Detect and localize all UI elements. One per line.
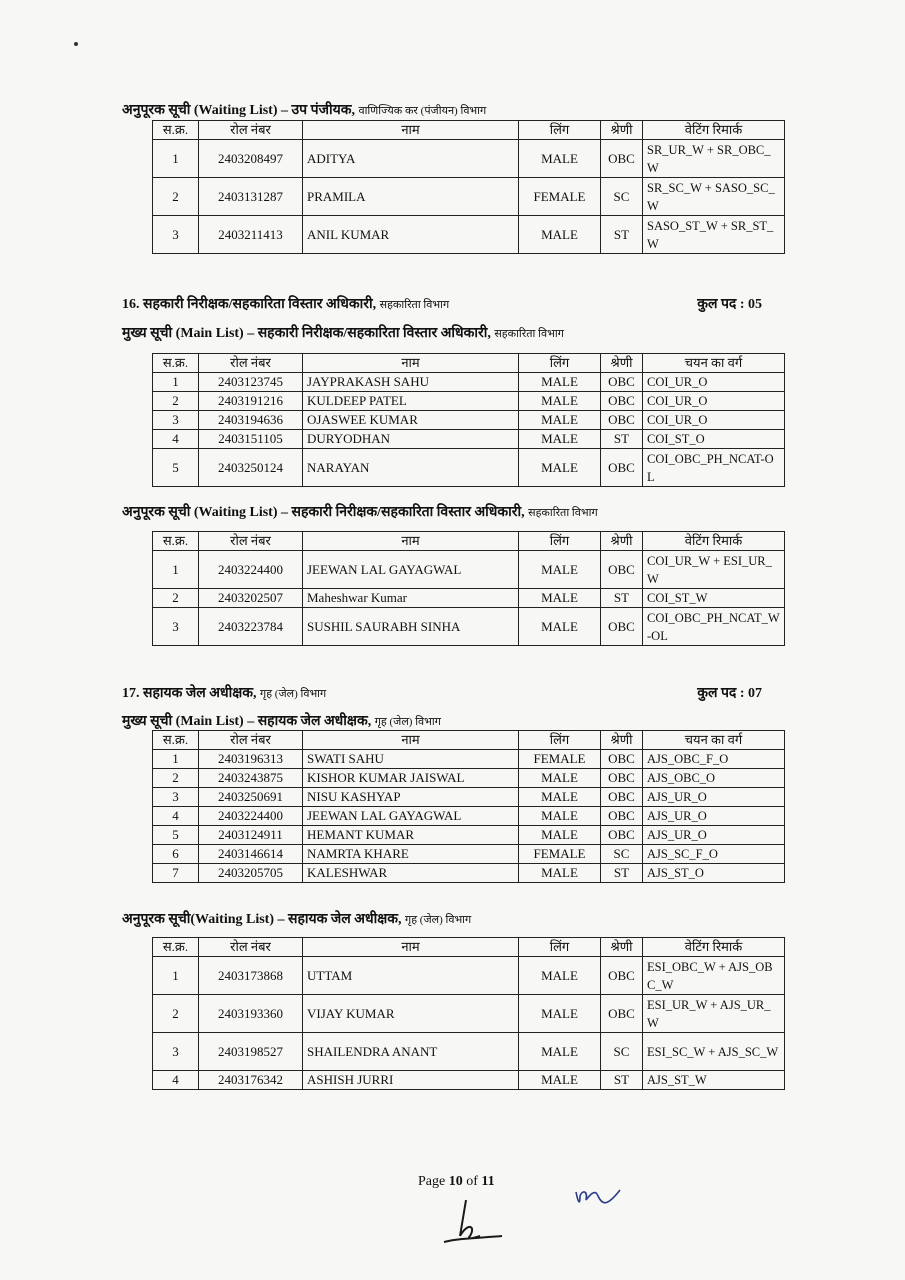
- gender-cell: MALE: [519, 589, 601, 608]
- remark-cell: COI_ST_W: [643, 589, 785, 608]
- roll-number-cell: 2403224400: [199, 807, 303, 826]
- roll-number-cell: 2403146614: [199, 845, 303, 864]
- gender-cell: MALE: [519, 551, 601, 589]
- column-header: नाम: [303, 938, 519, 957]
- serial-cell: 4: [153, 807, 199, 826]
- serial-cell: 3: [153, 608, 199, 646]
- main-list-heading: मुख्य सूची (Main List) – सहकारी निरीक्षक/सहकारिता विस्तार अधिकारी, सहकारिता विभाग: [122, 326, 564, 341]
- roll-number-cell: 2403124911: [199, 826, 303, 845]
- remark-cell: COI_ST_O: [643, 430, 785, 449]
- gender-cell: FEMALE: [519, 845, 601, 864]
- gender-cell: MALE: [519, 449, 601, 487]
- column-header: श्रेणी: [601, 731, 643, 750]
- table-row: [153, 178, 785, 216]
- category-cell: SC: [601, 1033, 643, 1071]
- column-header: नाम: [303, 731, 519, 750]
- remark-cell: AJS_ST_O: [643, 864, 785, 883]
- total-posts: कुल पद : 05: [697, 297, 762, 312]
- serial-cell: 2: [153, 178, 199, 216]
- name-cell: DURYODHAN: [303, 430, 519, 449]
- remark-cell: SR_SC_W + SASO_SC_W: [643, 178, 785, 216]
- gender-cell: MALE: [519, 1071, 601, 1090]
- roll-number-cell: 2403208497: [199, 140, 303, 178]
- roll-number-cell: 2403123745: [199, 373, 303, 392]
- name-cell: SHAILENDRA ANANT: [303, 1033, 519, 1071]
- category-cell: OBC: [601, 769, 643, 788]
- serial-cell: 4: [153, 430, 199, 449]
- remark-cell: COI_UR_O: [643, 392, 785, 411]
- category-cell: SC: [601, 178, 643, 216]
- gender-cell: MALE: [519, 957, 601, 995]
- column-header: वेटिंग रिमार्क: [643, 121, 785, 140]
- column-header: स.क्र.: [153, 354, 199, 373]
- remark-cell: COI_UR_O: [643, 373, 785, 392]
- name-cell: Maheshwar Kumar: [303, 589, 519, 608]
- remark-cell: ESI_UR_W + AJS_UR_W: [643, 995, 785, 1033]
- table-header-row: [153, 354, 785, 373]
- column-header: रोल नंबर: [199, 354, 303, 373]
- column-header: श्रेणी: [601, 121, 643, 140]
- name-cell: NARAYAN: [303, 449, 519, 487]
- remark-cell: AJS_OBC_F_O: [643, 750, 785, 769]
- table-row: [153, 411, 785, 430]
- table-row: [153, 864, 785, 883]
- table-header-row: [153, 938, 785, 957]
- roll-number-cell: 2403224400: [199, 551, 303, 589]
- gender-cell: FEMALE: [519, 750, 601, 769]
- waiting-list-table: [152, 531, 785, 646]
- category-cell: ST: [601, 216, 643, 254]
- table-row: [153, 1071, 785, 1090]
- column-header: रोल नंबर: [199, 938, 303, 957]
- category-cell: OBC: [601, 995, 643, 1033]
- column-header: स.क्र.: [153, 731, 199, 750]
- serial-cell: 6: [153, 845, 199, 864]
- table-header-row: [153, 532, 785, 551]
- serial-cell: 3: [153, 411, 199, 430]
- gender-cell: MALE: [519, 392, 601, 411]
- main-list-heading: मुख्य सूची (Main List) – सहायक जेल अधीक्षक, गृह (जेल) विभाग: [122, 714, 441, 729]
- serial-cell: 1: [153, 140, 199, 178]
- column-header: लिंग: [519, 938, 601, 957]
- column-header: रोल नंबर: [199, 731, 303, 750]
- roll-number-cell: 2403250124: [199, 449, 303, 487]
- column-header: लिंग: [519, 532, 601, 551]
- name-cell: JAYPRAKASH SAHU: [303, 373, 519, 392]
- section-17-heading: 17. सहायक जेल अधीक्षक, गृह (जेल) विभाग कुल पद : 07: [122, 683, 762, 702]
- remark-cell: AJS_OBC_O: [643, 769, 785, 788]
- gender-cell: MALE: [519, 995, 601, 1033]
- category-cell: ST: [601, 430, 643, 449]
- serial-cell: 2: [153, 392, 199, 411]
- category-cell: OBC: [601, 551, 643, 589]
- category-cell: OBC: [601, 140, 643, 178]
- initials: [572, 1182, 632, 1222]
- name-cell: SUSHIL SAURABH SINHA: [303, 608, 519, 646]
- column-header: स.क्र.: [153, 532, 199, 551]
- remark-cell: SASO_ST_W + SR_ST_W: [643, 216, 785, 254]
- gender-cell: MALE: [519, 864, 601, 883]
- serial-cell: 1: [153, 373, 199, 392]
- gender-cell: MALE: [519, 216, 601, 254]
- column-header: लिंग: [519, 121, 601, 140]
- column-header: श्रेणी: [601, 532, 643, 551]
- category-cell: OBC: [601, 826, 643, 845]
- gender-cell: FEMALE: [519, 178, 601, 216]
- page-number: Page 10 of 11: [418, 1174, 495, 1189]
- serial-cell: 2: [153, 995, 199, 1033]
- name-cell: KALESHWAR: [303, 864, 519, 883]
- gender-cell: MALE: [519, 769, 601, 788]
- category-cell: OBC: [601, 411, 643, 430]
- remark-cell: ESI_SC_W + AJS_SC_W: [643, 1033, 785, 1071]
- remark-cell: AJS_UR_O: [643, 807, 785, 826]
- signature: [440, 1192, 510, 1252]
- roll-number-cell: 2403202507: [199, 589, 303, 608]
- category-cell: ST: [601, 1071, 643, 1090]
- gender-cell: MALE: [519, 788, 601, 807]
- column-header: लिंग: [519, 354, 601, 373]
- roll-number-cell: 2403205705: [199, 864, 303, 883]
- roll-number-cell: 2403196313: [199, 750, 303, 769]
- remark-cell: COI_UR_O: [643, 411, 785, 430]
- name-cell: NISU KASHYAP: [303, 788, 519, 807]
- name-cell: PRAMILA: [303, 178, 519, 216]
- category-cell: OBC: [601, 807, 643, 826]
- column-header: नाम: [303, 532, 519, 551]
- category-cell: ST: [601, 864, 643, 883]
- category-cell: OBC: [601, 373, 643, 392]
- table-row: [153, 769, 785, 788]
- roll-number-cell: 2403151105: [199, 430, 303, 449]
- category-cell: OBC: [601, 788, 643, 807]
- roll-number-cell: 2403173868: [199, 957, 303, 995]
- roll-number-cell: 2403198527: [199, 1033, 303, 1071]
- name-cell: ANIL KUMAR: [303, 216, 519, 254]
- table-row: [153, 788, 785, 807]
- total-posts: कुल पद : 07: [697, 686, 762, 701]
- name-cell: NAMRTA KHARE: [303, 845, 519, 864]
- name-cell: JEEWAN LAL GAYAGWAL: [303, 807, 519, 826]
- remark-cell: AJS_UR_O: [643, 826, 785, 845]
- roll-number-cell: 2403191216: [199, 392, 303, 411]
- serial-cell: 1: [153, 957, 199, 995]
- column-header: वेटिंग रिमार्क: [643, 938, 785, 957]
- table-row: [153, 373, 785, 392]
- serial-cell: 7: [153, 864, 199, 883]
- waiting-list-heading: अनुपूरक सूची (Waiting List) – उप पंजीयक, वाणिज्यिक कर (पंजीयन) विभाग: [122, 103, 487, 118]
- roll-number-cell: 2403194636: [199, 411, 303, 430]
- category-cell: OBC: [601, 449, 643, 487]
- main-list-table: [152, 730, 785, 883]
- roll-number-cell: 2403223784: [199, 608, 303, 646]
- remark-cell: SR_UR_W + SR_OBC_W: [643, 140, 785, 178]
- roll-number-cell: 2403243875: [199, 769, 303, 788]
- waiting-list-table: [152, 937, 785, 1090]
- section-16-heading: 16. सहकारी निरीक्षक/सहकारिता विस्तार अधिकारी, सहकारिता विभाग कुल पद : 05: [122, 294, 762, 313]
- table-row: [153, 449, 785, 487]
- table-header-row: [153, 121, 785, 140]
- column-header: रोल नंबर: [199, 121, 303, 140]
- name-cell: KULDEEP PATEL: [303, 392, 519, 411]
- category-cell: OBC: [601, 750, 643, 769]
- table-row: [153, 392, 785, 411]
- serial-cell: 4: [153, 1071, 199, 1090]
- category-cell: OBC: [601, 392, 643, 411]
- column-header: नाम: [303, 354, 519, 373]
- column-header: श्रेणी: [601, 354, 643, 373]
- serial-cell: 1: [153, 750, 199, 769]
- gender-cell: MALE: [519, 411, 601, 430]
- column-header: श्रेणी: [601, 938, 643, 957]
- table-row: [153, 589, 785, 608]
- table-row: [153, 750, 785, 769]
- gender-cell: MALE: [519, 1033, 601, 1071]
- column-header: नाम: [303, 121, 519, 140]
- column-header: स.क्र.: [153, 938, 199, 957]
- column-header: लिंग: [519, 731, 601, 750]
- roll-number-cell: 2403211413: [199, 216, 303, 254]
- serial-cell: 2: [153, 769, 199, 788]
- table-row: [153, 826, 785, 845]
- remark-cell: COI_UR_W + ESI_UR_W: [643, 551, 785, 589]
- serial-cell: 2: [153, 589, 199, 608]
- gender-cell: MALE: [519, 608, 601, 646]
- category-cell: OBC: [601, 957, 643, 995]
- remark-cell: ESI_OBC_W + AJS_OBC_W: [643, 957, 785, 995]
- roll-number-cell: 2403176342: [199, 1071, 303, 1090]
- column-header: रोल नंबर: [199, 532, 303, 551]
- column-header: स.क्र.: [153, 121, 199, 140]
- gender-cell: MALE: [519, 807, 601, 826]
- name-cell: SWATI SAHU: [303, 750, 519, 769]
- scan-speck: [74, 42, 78, 46]
- table-header-row: [153, 731, 785, 750]
- name-cell: HEMANT KUMAR: [303, 826, 519, 845]
- table-row: [153, 807, 785, 826]
- serial-cell: 3: [153, 1033, 199, 1071]
- column-header: चयन का वर्ग: [643, 731, 785, 750]
- table-row: [153, 1033, 785, 1071]
- table-row: [153, 845, 785, 864]
- name-cell: JEEWAN LAL GAYAGWAL: [303, 551, 519, 589]
- remark-cell: AJS_UR_O: [643, 788, 785, 807]
- serial-cell: 3: [153, 788, 199, 807]
- name-cell: KISHOR KUMAR JAISWAL: [303, 769, 519, 788]
- table-row: [153, 995, 785, 1033]
- column-header: वेटिंग रिमार्क: [643, 532, 785, 551]
- remark-cell: COI_OBC_PH_NCAT-OL: [643, 449, 785, 487]
- roll-number-cell: 2403250691: [199, 788, 303, 807]
- name-cell: UTTAM: [303, 957, 519, 995]
- table-row: [153, 216, 785, 254]
- name-cell: ADITYA: [303, 140, 519, 178]
- serial-cell: 5: [153, 826, 199, 845]
- waiting-list-heading: अनुपूरक सूची (Waiting List) – सहकारी निरीक्षक/सहकारिता विस्तार अधिकारी, सहकारिता विभाग: [122, 505, 598, 520]
- waiting-list-heading: अनुपूरक सूची(Waiting List) – सहायक जेल अधीक्षक, गृह (जेल) विभाग: [122, 912, 472, 927]
- serial-cell: 5: [153, 449, 199, 487]
- serial-cell: 1: [153, 551, 199, 589]
- category-cell: SC: [601, 845, 643, 864]
- waiting-list-table: [152, 120, 785, 254]
- roll-number-cell: 2403131287: [199, 178, 303, 216]
- table-row: [153, 140, 785, 178]
- gender-cell: MALE: [519, 140, 601, 178]
- gender-cell: MALE: [519, 430, 601, 449]
- category-cell: OBC: [601, 608, 643, 646]
- name-cell: OJASWEE KUMAR: [303, 411, 519, 430]
- remark-cell: AJS_ST_W: [643, 1071, 785, 1090]
- name-cell: VIJAY KUMAR: [303, 995, 519, 1033]
- column-header: चयन का वर्ग: [643, 354, 785, 373]
- main-list-table: [152, 353, 785, 487]
- remark-cell: AJS_SC_F_O: [643, 845, 785, 864]
- name-cell: ASHISH JURRI: [303, 1071, 519, 1090]
- roll-number-cell: 2403193360: [199, 995, 303, 1033]
- category-cell: ST: [601, 589, 643, 608]
- serial-cell: 3: [153, 216, 199, 254]
- table-row: [153, 957, 785, 995]
- table-row: [153, 551, 785, 589]
- remark-cell: COI_OBC_PH_NCAT_W-OL: [643, 608, 785, 646]
- table-row: [153, 608, 785, 646]
- gender-cell: MALE: [519, 826, 601, 845]
- gender-cell: MALE: [519, 373, 601, 392]
- table-row: [153, 430, 785, 449]
